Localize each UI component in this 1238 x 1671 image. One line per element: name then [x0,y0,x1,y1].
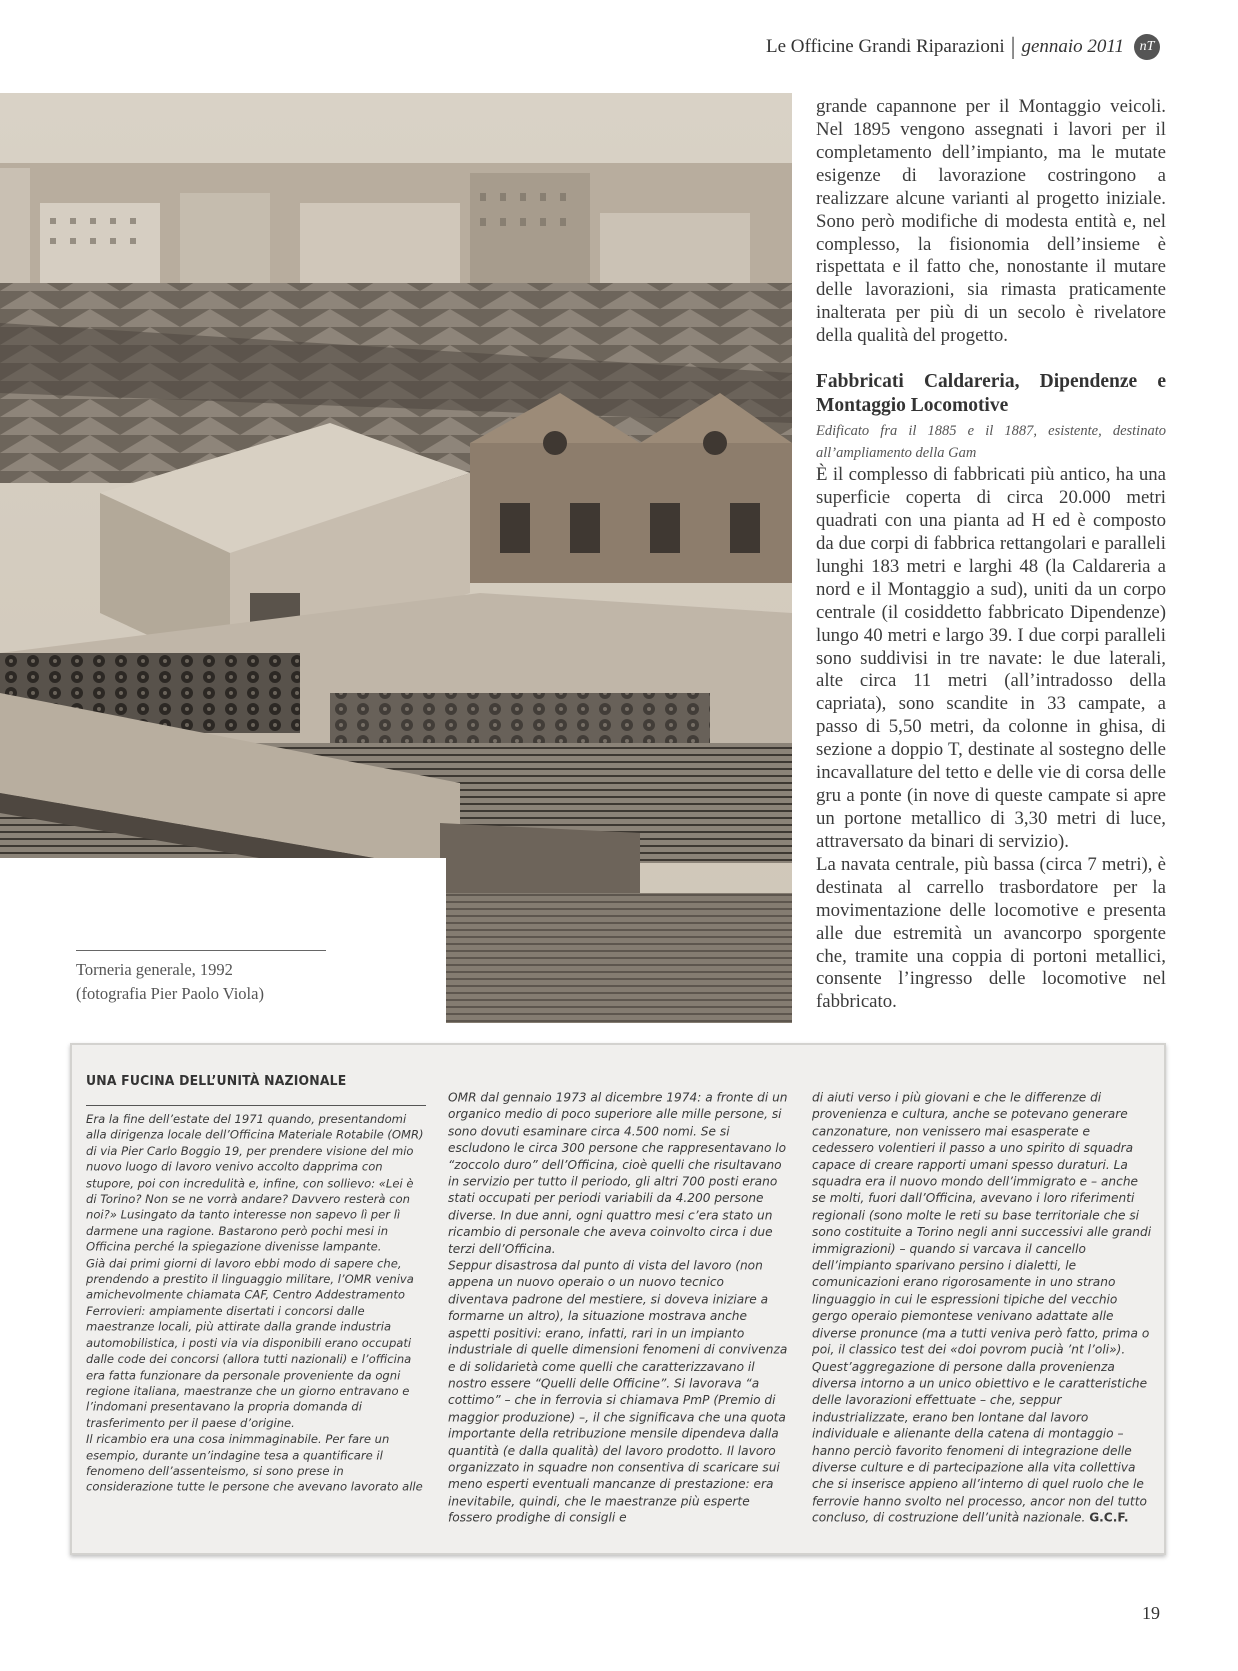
issue-date: gennaio 2011 [1021,36,1124,57]
sidebar-column-3 [812,1089,1152,1526]
photo-caption [76,958,416,1006]
sidebar-box [70,1043,1166,1555]
sidebar-paragraph: Già dai primi giorni di lavoro ebbi modo di sapere che, prendendo a prestito il linguaggio militare, l’OMR veniva amichevolmente chiamata CAF, Centro Addestramento Ferrovieri: ampiamente disertati i concorsi dalle maestranze locali, più attirate dalla grande industria automobilistica, i posti via via disponibili erano occupati dalle code dei concorsi (allora tutti nazionali) e l’officina era fatta funzionare da personale proveniente da ogni regione italiana, maestranze che un giorno entravano e l’indomani presentavano la propria domanda di trasferimento per il paese d’origine. [86,1255,414,1430]
sidebar-paragraph: di aiuti verso i più giovani e che le differenze di provenienza e cultura, anche se potevano generare canzonature, non venissero mai esasperate e cedessero volentieri il passo a uno spirito di squadra capace di creare rapporti umani spesso duraturi. La squadra era il nuovo mondo dell’immigrato e – anche se molti, fuori dall’Officina, avevano i loro riferimenti regionali (sono molte le reti su base territoriale che si sono costituite a Torino negli anni successivi alle grandi immigrazioni) – quando si varcava il cancello dell’impianto sparivano persino i dialetti, le comunicazioni erano rigorosamente in uno strano linguaggio in cui le espressioni tipiche del vecchio gergo operaio piemontese venivano adattate alle diverse pronunce (ma a tutti veniva però fatto, prima o poi, il classico test dei «doi povrom pucià ’nt l’oli»). [812,1089,1152,1357]
magazine-logo-icon: nT [1134,34,1160,60]
caption-title: Torneria generale, 1992 [76,960,233,979]
main-text-column [816,96,1166,1014]
page-number: 19 [1142,1603,1160,1623]
sidebar-paragraph: Seppur disastrosa dal punto di vista del lavoro (non appena un nuovo operaio o un nuovo tecnico diventava padrone del mestiere, si doveva iniziare a formarne un altro), la situazione mostrava anche aspetti positivi: erano, infatti, rari in un impianto industriale di quelle dimensioni fenomeni di convivenza e di solidarietà come quelli che caratterizzavano il nostro essere “Quelli delle Officine”. Si lavorava “a cottimo” – che in ferrovia si chiamava PmP (Premio di maggior produzione) –, il che significava che una quota importante della retribuzione mensile dipendeva dalla quantità (e dalla qualità) del lavoro prodotto. Il lavoro organizzato in squadre non consentiva di scaricare sui meno esperti eventuali mancanze di prestazione: era inevitabile, quindi, che le maestranze più esperte fossero prodighe di consigli e [448,1258,788,1525]
sidebar-paragraph: OMR dal gennaio 1973 al dicembre 1974: a fronte di un organico medio di poco superiore alle mille persone, si sono dovuti esaminare circa 4.500 nomi. Se si escludono le circa 300 persone che rappresentavano lo “zoccolo duro” dell’Officina, cioè quelli che risultavano in servizio per tutto il periodo, gli altri 700 posti erano stati occupati per periodi variabili da 4.200 persone diverse. In due anni, ogni quattro mesi c’era stato un ricambio di personale che aveva coinvolto circa i due terzi dell’Officina. [448,1089,788,1256]
section-subheading: Edificato fra il 1885 e il 1887, esistente, destinato all’ampliamento della Gam [816,423,1166,462]
sidebar-column-1 [86,1111,426,1495]
sidebar-title: UNA FUCINA DELL’UNITÀ NAZIONALE [86,1073,347,1089]
page-header [766,32,1160,62]
sidebar-closing-text: Quest’aggregazione di persone dalla provenienza diversa intorno a un unico obiettivo e le caratteristiche delle lavorazioni effettuate – che, seppur industrializzate, erano ben lontane dal lavoro individuale e alienante della catena di montaggio – hanno perciò favorito fenomeni di integrazione delle diverse culture e di partecipazione alla vita collettiva che si inserisce appieno all’interno di quel ruolo che le ferrovie hanno svolto nel processo, ancor non del tutto concluso, di costruzione dell’unità nazionale. [812,1358,1148,1525]
sidebar-column-2 [448,1089,788,1526]
caption-credit: (fotografia Pier Paolo Viola) [76,984,264,1003]
header-separator: | [1010,34,1016,60]
body-paragraph: grande capannone per il Montaggio veicoli. Nel 1895 vengono assegnati i lavori per il completamento dell’impianto, ma le mutate esigenze di lavorazione costringono a realizzare alcune varianti al progetto iniziale. Sono però modifiche di modesta entità e, nel complesso, la fisionomia dell’insieme è rispettata e il fatto che, nonostante il mutare delle lavorazioni, sia rimasta praticamente inalterata per più di un secolo è rivelatore della qualità del progetto. [816,96,1166,347]
sidebar-title-rule [86,1105,426,1106]
body-paragraph: È il complesso di fabbricati più antico, ha una superficie coperta di circa 20.000 metri quadrati con una pianta ad H ed è composto da due corpi di fabbrica rettangolari e paralleli lunghi 183 metri e larghi 48 (la Caldareria a nord e il Montaggio a sud), uniti da un corpo centrale (il cosiddetto fabbricato Dipendenze) lungo 40 metri e largo 39. I due corpi paralleli sono suddivisi in tre navate: le due laterali, alte circa 11 metri (all’intradosso della capriata), sono scandite in 33 campate, a passo di 5,50 metri, da colonne in ghisa, di sezione a doppio T, destinate al sostegno delle incavallature del tetto e delle vie di corsa delle gru a ponte (in nove di queste campate si apre un portone metallico di 3,30 metri di luce, attraversato da binari di servizio). [816,464,1166,852]
author-signature: G.C.F. [1089,1510,1129,1525]
body-paragraph: La navata centrale, più bassa (circa 7 metri), è destinata al carrello trasbordatore per la movimentazione delle locomotive e presenta alle due estremità un avancorpo sporgente che, tramite una coppia di portoni metallici, consente l’ingresso delle locomotive nel fabbricato. [816,853,1166,1013]
sidebar-paragraph: Era la fine dell’estate del 1971 quando, presentandomi alla dirigenza locale dell’Officina Materiale Rotabile (OMR) di via Pier Carlo Boggio 19, per prendere visione del mio nuovo luogo di lavoro venivo accolto dapprima con stupore, poi con incredulità e, infine, con sollievo: «Lei è di Torino? Non se ne vorrà andare? Davvero resterà con noi?» Lusingato da tanto interesse non sapevo lì per lì darmene una ragione. Bastarono però pochi mesi in Officina perché la spiegazione divenisse lampante. [86,1111,424,1254]
magazine-section-title: Le Officine Grandi Riparazioni [765,36,1005,57]
sidebar-paragraph [812,1358,1152,1526]
section-heading: Fabbricati Caldareria, Dipendenze e Montaggio Locomotive [816,371,1166,417]
sidebar-paragraph: Il ricambio era una cosa inimmaginabile. Per fare un esempio, durante un’indagine tesa a quantificare il fenomeno dell’assenteismo, si sono prese in considerazione tutte le persone che avevano lavorato alle [86,1431,423,1494]
caption-rule [76,950,326,951]
